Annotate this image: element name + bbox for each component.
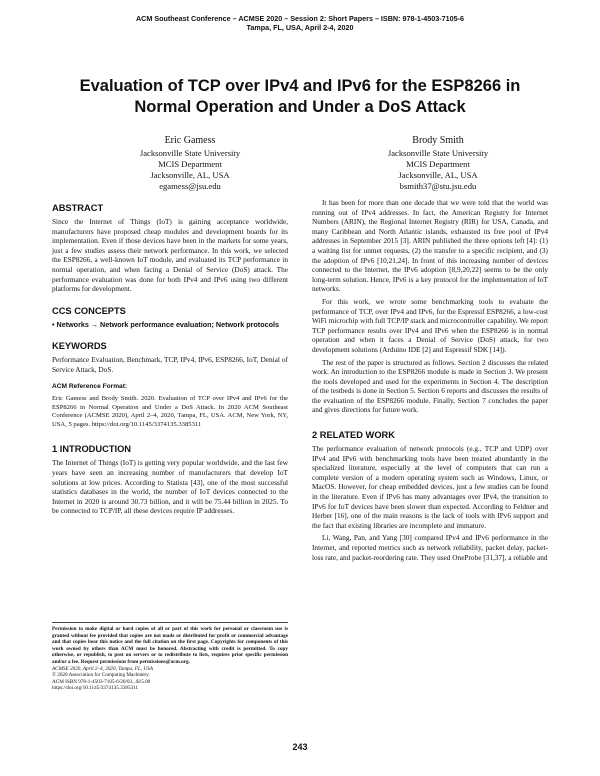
introduction-heading: 1 INTRODUCTION [52, 444, 132, 455]
author-block-2 [338, 134, 538, 192]
permission-text: Permission to make digital or hard copies of all or part of this work for personal or classroom use is granted without fee provided that copies are not made or distributed for profit or commercial advantage and that copies bear this notice and the full citation on the first page. Copyrights for components of this work owned by others than ACM must be honored. Abstracting with credit is permitted. To copy otherwise, or republish, to post on servers or to redistribute to lists, requires prior specific permission and/or a fee. Request permissions from permissions@acm.org. [52, 626, 288, 665]
author-department: MCIS Department [158, 159, 222, 169]
left-column [52, 202, 288, 516]
conference-line-2: Tampa, FL, USA, April 2-4, 2020 [246, 23, 354, 32]
conference-line-1: ACM Southeast Conference – ACMSE 2020 – Session 2: Short Papers – ISBN: 978-1-4503-7105-6 [135, 14, 465, 23]
reference-format-text: Eric Gamess and Brody Smith. 2020. Evaluation of TCP over IPv4 and IPv6 for the ESP8266 in Normal Operation and Under a DoS Attack. In 2020 ACM Southeast Conference (ACMSE 2020), April 2–4, 2020, Tampa, FL, USA. ACM, New York, NY, USA, 5 pages. https://doi.org/10.1145/3374135.3385311 [52, 395, 288, 428]
permission-doi: https://doi.org/10.1145/3374135.3385311 [52, 685, 139, 692]
author-department: MCIS Department [406, 159, 470, 169]
right-paragraph-1: It has been for more than one decade that we were told that the world was running out of IPv4 addresses. In fact, the American Registry for Internet Numbers (ARIN), the Regional Internet Registry (RIR) for USA, Canada, and many Caribbean and North Atlantic islands, exhausted its free pool of IPv4 addresses in September 2015 [3]. ARIN published the three options left [4]: (1) a waiting list for unmet requests, (2) the transfer to a specific recipient, and (3) the adoption of IPv6 [10,21,24]. In front of this increasing number of devices connected to the Internet, the IPv6 adoption [8,9,20,22] seems to be the only long-term solution. Hence, IPv6 is a key protocol for the implementation of IoT networks. [312, 198, 548, 294]
permission-notice [52, 622, 288, 692]
author-city: Jacksonville, AL, USA [150, 170, 230, 180]
author-city: Jacksonville, AL, USA [398, 170, 478, 180]
ccs-heading: CCS CONCEPTS [52, 305, 126, 316]
ccs-text: • Networks → Network performance evaluation; Network protocols [52, 319, 279, 329]
author-affiliation: Jacksonville State University [387, 148, 489, 158]
permission-venue: ACMSE 2020, April 2–4, 2020, Tampa, FL, USA [52, 665, 153, 672]
right-paragraph-3: The rest of the paper is structured as follows. Section 2 discusses the related work. An introduction to the ESP8266 module is made in Section 3. We present the tools developed and used for the experiments in Section 4. The description of the testbeds is done in Section 5. Section 6 reports and discusses the results of the evaluation of the ESP8266 module. Finally, Section 7 concludes the paper and gives directions for future work. [312, 357, 548, 415]
related-work-heading: 2 RELATED WORK [312, 430, 395, 441]
reference-format-heading: ACM Reference Format: [52, 383, 128, 391]
abstract-heading: ABSTRACT [52, 203, 104, 213]
page-number: 243 [292, 742, 308, 752]
related-work-paragraph-2: Li, Wang, Pan, and Yang [30] compared IPv4 and IPv6 performance in the Internet, and reported metrics such as network reliability, packet delay, packet-loss rate, and packet-reordering rate. They used OneProbe [31,37], a reliable and [312, 533, 548, 562]
author-name: Brody Smith [412, 135, 464, 146]
author-name: Eric Gamess [164, 135, 216, 146]
abstract-text: Since the Internet of Things (IoT) is gaining acceptance worldwide, manufacturers have proposed cheap modules and development boards for its implementation. Even if those devices have been in the markets for some years, just a few studies assess their network performance. In this work, we selected the ESP8266, a well-known IoT module, and evaluated its TCP performance in normal operation, and when facing a Denial of Service (DoS) attack. The performance evaluation was done for both IPv4 and IPv6 using two different platforms for development. [52, 217, 288, 294]
keywords-text: Performance Evaluation, Benchmark, TCP, IPv4, IPv6, ESP8266, IoT, Denial of Service Attack, DoS. [52, 355, 288, 374]
related-work-paragraph-1: The performance evaluation of network protocols (e.g., TCP and UDP) over IPv4 and IPv6 with benchmarking tools have been treated abundantly in the specialized literature, especially at the level of computers that can run a complete version of a modern operating system such as Windows, Linux, or MacOS. However, for cheap embedded devices, just a few studies can be found in the literature. Even if IPv6 has many advantages over IPv4, the transition to IPv6 for IoT devices have been slower than expected. According to Feldner and Herber [16], one of the main reasons is the lack of tools with IPv6 support and the fact that existing libraries are incomplete and immature. [312, 444, 548, 530]
introduction-paragraph-1: The Internet of Things (IoT) is getting very popular worldwide, and the last few years have seen an increasing number of manufacturers that develop IoT solutions at low prices. According to Statista [43], one of the most successful statistics databases in the world, the number of IoT devices connected to the Internet in 2020 is around 30.73 billion, and it will be 75.44 billion in 2025. To be connected to TCP/IP, all these devices require IP addresses. [52, 458, 288, 516]
author-email: egamess@jsu.edu [159, 181, 221, 191]
author-affiliation: Jacksonville State University [139, 148, 241, 158]
paper-title [40, 76, 560, 118]
permission-isbn: ACM ISBN 978-1-4503-7105-6/20/03...$15.00 [52, 678, 151, 685]
title-line-2: Normal Operation and Under a DoS Attack [134, 98, 466, 116]
author-block-1 [90, 134, 290, 192]
keywords-heading: KEYWORDS [52, 341, 107, 352]
title-line-1: Evaluation of TCP over IPv4 and IPv6 for the ESP8266 in [79, 77, 521, 95]
conference-header [0, 14, 600, 32]
right-paragraph-2: For this work, we wrote some benchmarking tools to evaluate the performance of TCP, over IPv4 and IPv6, for the Espressif ESP8266, a low-cost WiFi microchip with full TCP/IP stack and microcontroller capability. We report TCP performance results over IPv4 and IPv6 when the ESP8266 is in normal operation and when it faces a Denial of Service (DoS) attack, for two development solutions (Arduino IDE [2] and Espressif SDK [14]). [312, 296, 548, 354]
permission-copyright: © 2020 Association for Computing Machinery. [52, 672, 150, 679]
right-column [312, 198, 548, 562]
author-email: bsmith37@stu.jsu.edu [399, 181, 477, 191]
